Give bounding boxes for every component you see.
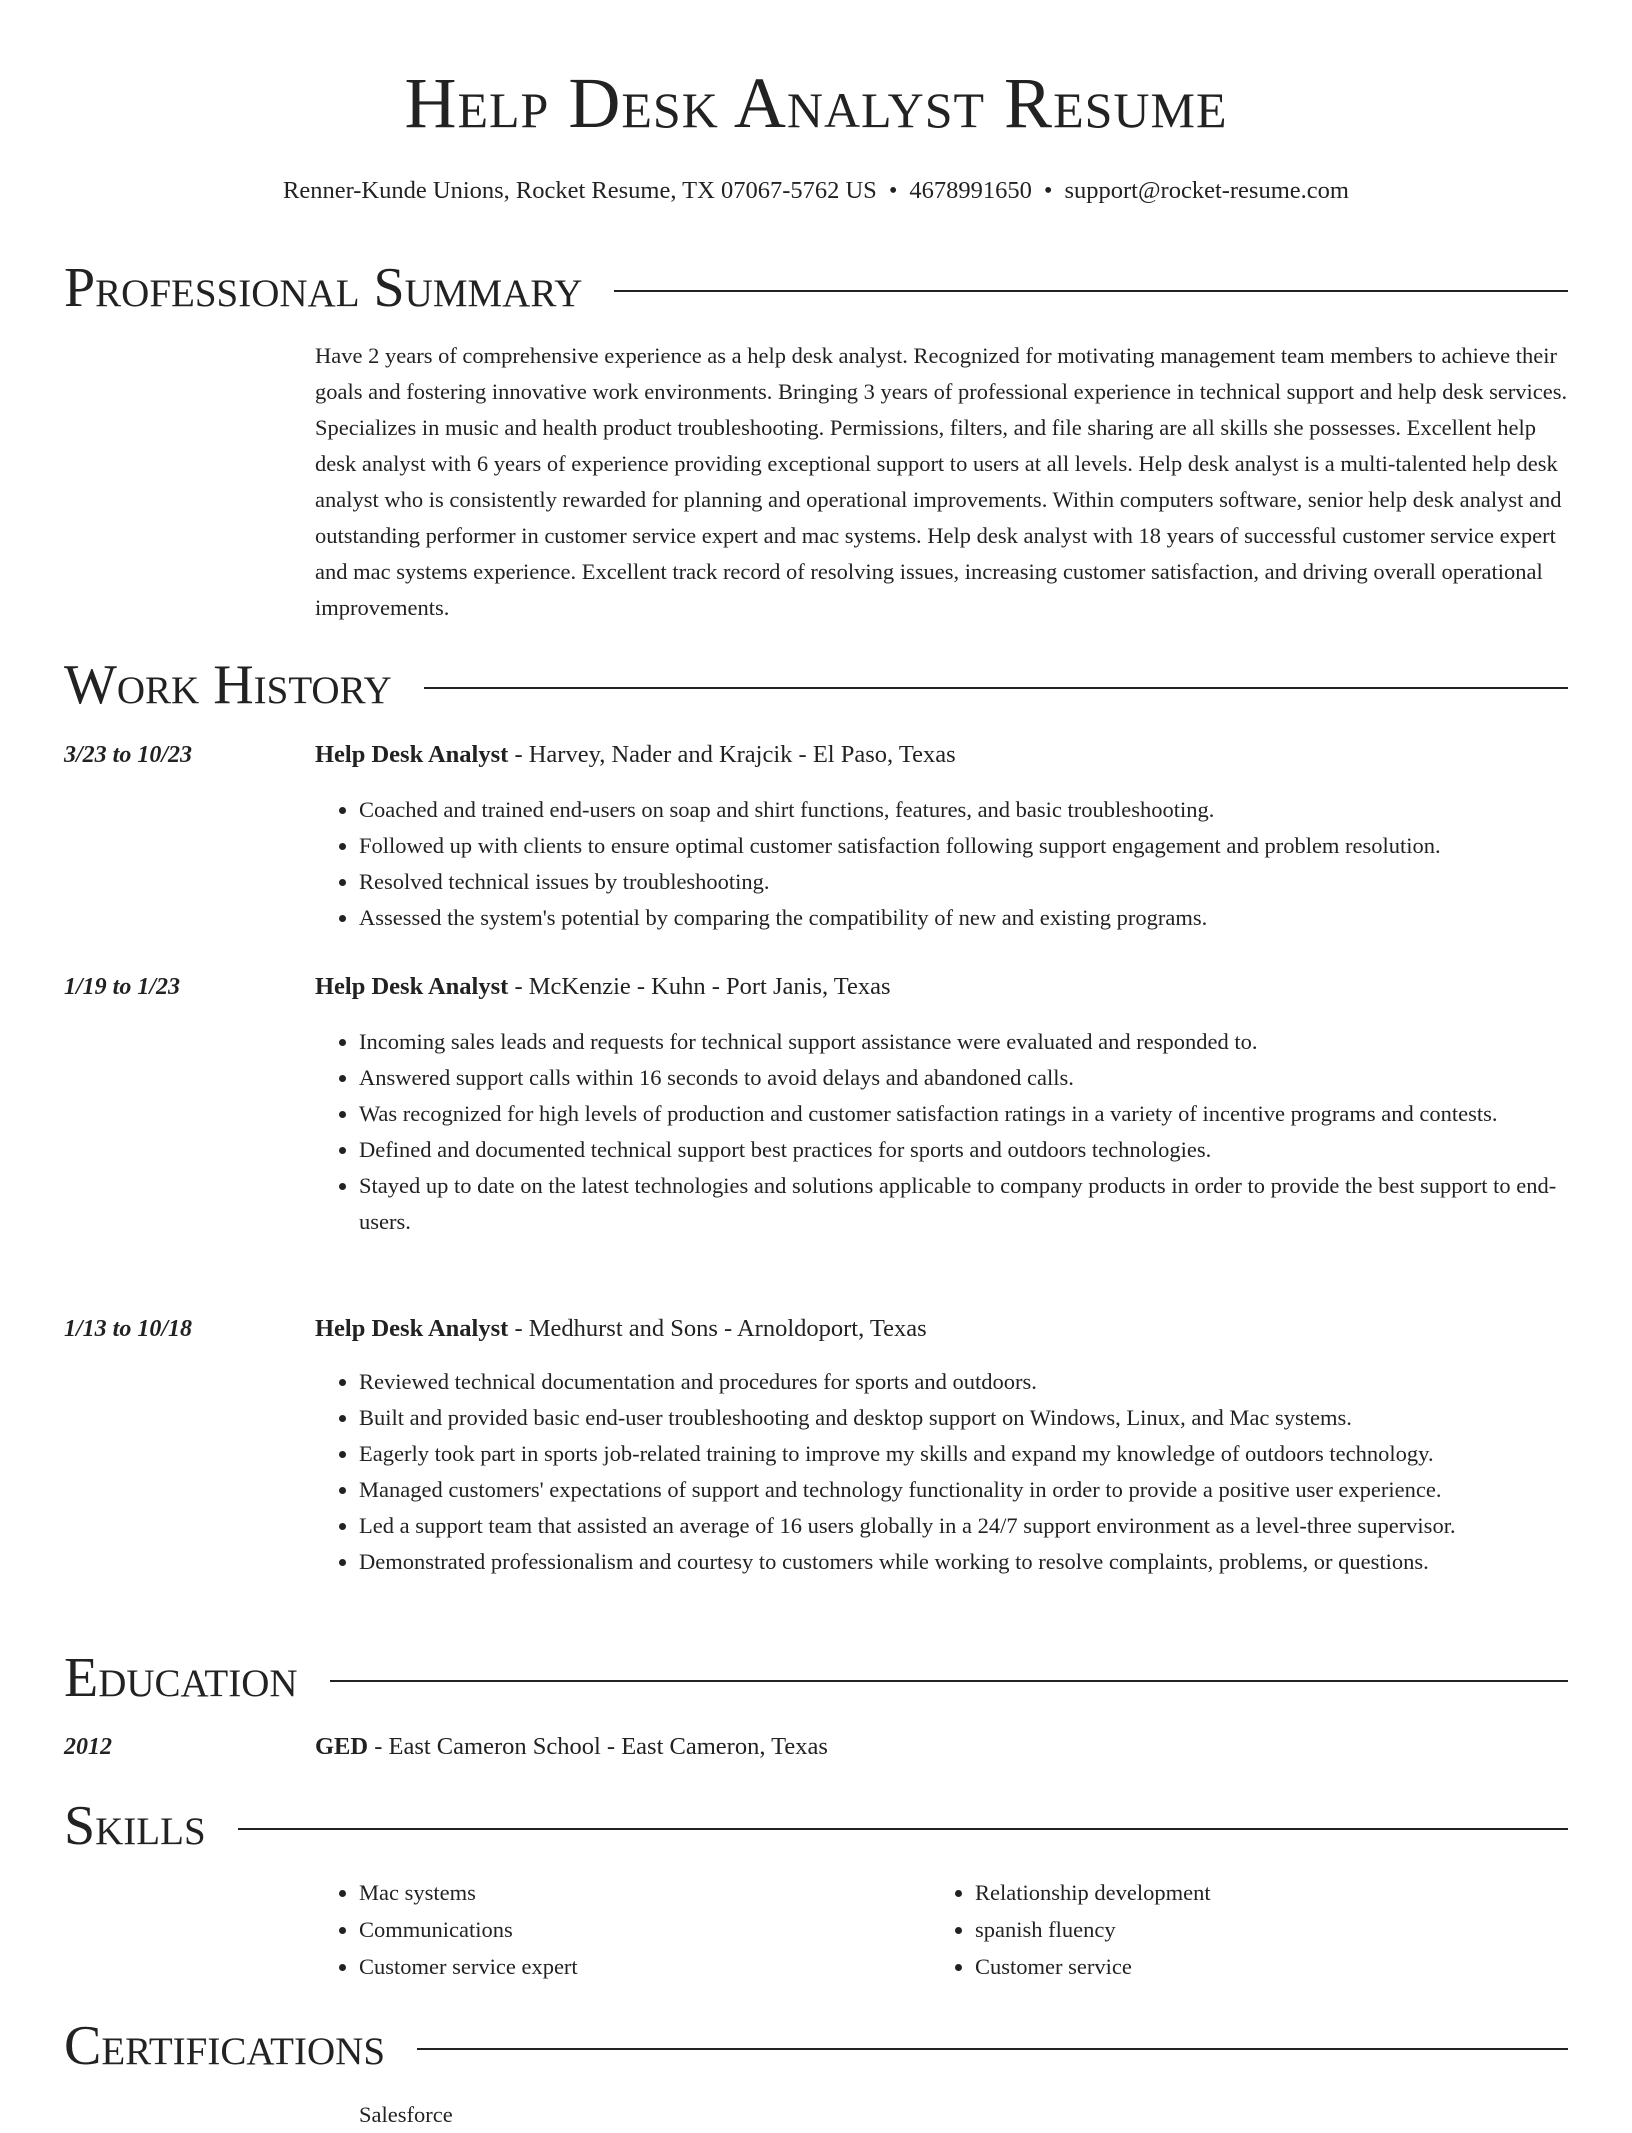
section-heading-summary [64, 258, 1568, 318]
education-year: 2012 [64, 1734, 112, 1760]
job-employer: - Medhurst and Sons - Arnoldoport, Texas [508, 1315, 927, 1342]
section-title: Certifications [64, 2015, 386, 2077]
job-employer: - McKenzie - Kuhn - Port Janis, Texas [508, 973, 891, 1000]
section-heading-skills [64, 1796, 1568, 1856]
education-degree: GED [315, 1733, 369, 1760]
section-divider [330, 1680, 1568, 1682]
list-item: • Assessed the system's potential by comparing the compatibility of new and existing programs. [359, 900, 1568, 936]
list-item: • Resolved technical issues by troubleshooting. [359, 864, 1568, 900]
job-heading [315, 740, 1568, 770]
job-dates: 1/19 to 1/23 [64, 974, 181, 1000]
certifications-list [315, 2096, 959, 2133]
skill-item: • Relationship development [975, 1874, 1535, 1911]
job-employer: - Harvey, Nader and Krajcik - El Paso, Texas [508, 741, 956, 768]
contact-separator: • [888, 177, 898, 204]
skill-item: • spanish fluency [975, 1911, 1535, 1948]
education-school: - East Cameron School - East Cameron, Texas [368, 1733, 828, 1760]
skill-item: • Mac systems [359, 1874, 919, 1911]
section-heading-work-history [64, 655, 1568, 715]
list-item: • Demonstrated professionalism and courtesy to customers while working to resolve complaints, problems, or questions. [359, 1544, 1568, 1580]
contact-address: Renner-Kunde Unions, Rocket Resume, TX 07067-5762 US [283, 177, 877, 204]
resume-title: Help Desk Analyst Resume [404, 63, 1228, 143]
skill-item: • Customer service [975, 1948, 1535, 1985]
skills-list-left [315, 1874, 919, 1985]
contact-separator: • [1043, 177, 1053, 204]
section-heading-education [64, 1648, 1568, 1708]
section-title: Skills [64, 1795, 206, 1857]
section-divider [424, 687, 1568, 689]
list-item: • Managed customers' expectations of support and technology functionality in order to provide a positive user experience. [359, 1472, 1568, 1508]
section-title: Education [64, 1647, 298, 1709]
list-item: • Stayed up to date on the latest technologies and solutions applicable to company products in order to provide the best support to end-users. [359, 1168, 1568, 1240]
skill-item: • Communications [359, 1911, 919, 1948]
job-duties [315, 1024, 1568, 1240]
list-item: • Eagerly took part in sports job-related training to improve my skills and expand my knowledge of outdoors technology. [359, 1436, 1568, 1472]
job-dates: 3/23 to 10/23 [64, 742, 193, 768]
contact-email: support@rocket-resume.com [1064, 177, 1349, 204]
section-divider [417, 2048, 1568, 2050]
contact-line [0, 176, 1632, 206]
job-heading [315, 1314, 1568, 1344]
section-divider [614, 290, 1568, 292]
list-item: • Coached and trained end-users on soap and shirt functions, features, and basic troubleshooting. [359, 792, 1568, 828]
list-item: • Followed up with clients to ensure optimal customer satisfaction following support engagement and problem resolution. [359, 828, 1568, 864]
job-duties [315, 1364, 1568, 1580]
contact-phone: 4678991650 [909, 177, 1032, 204]
skills-list-right [931, 1874, 1535, 1985]
section-title: Professional Summary [64, 257, 583, 319]
job-title: Help Desk Analyst [315, 1315, 509, 1342]
list-item: • Reviewed technical documentation and procedures for sports and outdoors. [359, 1364, 1568, 1400]
section-title: Work History [64, 654, 392, 716]
skill-item: • Customer service expert [359, 1948, 919, 1985]
job-title: Help Desk Analyst [315, 741, 509, 768]
job-duties [315, 792, 1568, 936]
list-item: • Defined and documented technical support best practices for sports and outdoors technologies. [359, 1132, 1568, 1168]
job-heading [315, 972, 1568, 1002]
certification-item: Salesforce [359, 2102, 453, 2127]
education-entry [315, 1732, 1568, 1762]
section-heading-certifications [64, 2016, 1568, 2076]
list-item: • Led a support team that assisted an average of 16 users globally in a 24/7 support environment as a level-three supervisor. [359, 1508, 1568, 1544]
job-dates: 1/13 to 10/18 [64, 1316, 193, 1342]
list-item: • Built and provided basic end-user troubleshooting and desktop support on Windows, Linux, and Mac systems. [359, 1400, 1568, 1436]
list-item: • Was recognized for high levels of production and customer satisfaction ratings in a variety of incentive programs and contests. [359, 1096, 1568, 1132]
job-title: Help Desk Analyst [315, 973, 509, 1000]
list-item: • Answered support calls within 16 seconds to avoid delays and abandoned calls. [359, 1060, 1568, 1096]
summary-paragraph: Have 2 years of comprehensive experience as a help desk analyst. Recognized for motivating management team members to achieve their goals and fostering innovative work environments. Bringing 3 years of professional experience in technical support and help desk services. Specializes in music and health product troubleshooting. Permissions, filters, and file sharing are all skills she possesses. Excellent help desk analyst with 6 years of experience providing exceptional support to users at all levels. Help desk analyst is a multi-talented help desk analyst who is consistently rewarded for planning and operational improvements. Within computers software, senior help desk analyst and outstanding performer in customer service expert and mac systems. Help desk analyst with 18 years of successful customer service expert and mac systems experience. Excellent track record of resolving issues, increasing customer satisfaction, and driving overall operational improvements. [315, 343, 1568, 620]
section-divider [238, 1828, 1568, 1830]
list-item: • Incoming sales leads and requests for technical support assistance were evaluated and responded to. [359, 1024, 1568, 1060]
